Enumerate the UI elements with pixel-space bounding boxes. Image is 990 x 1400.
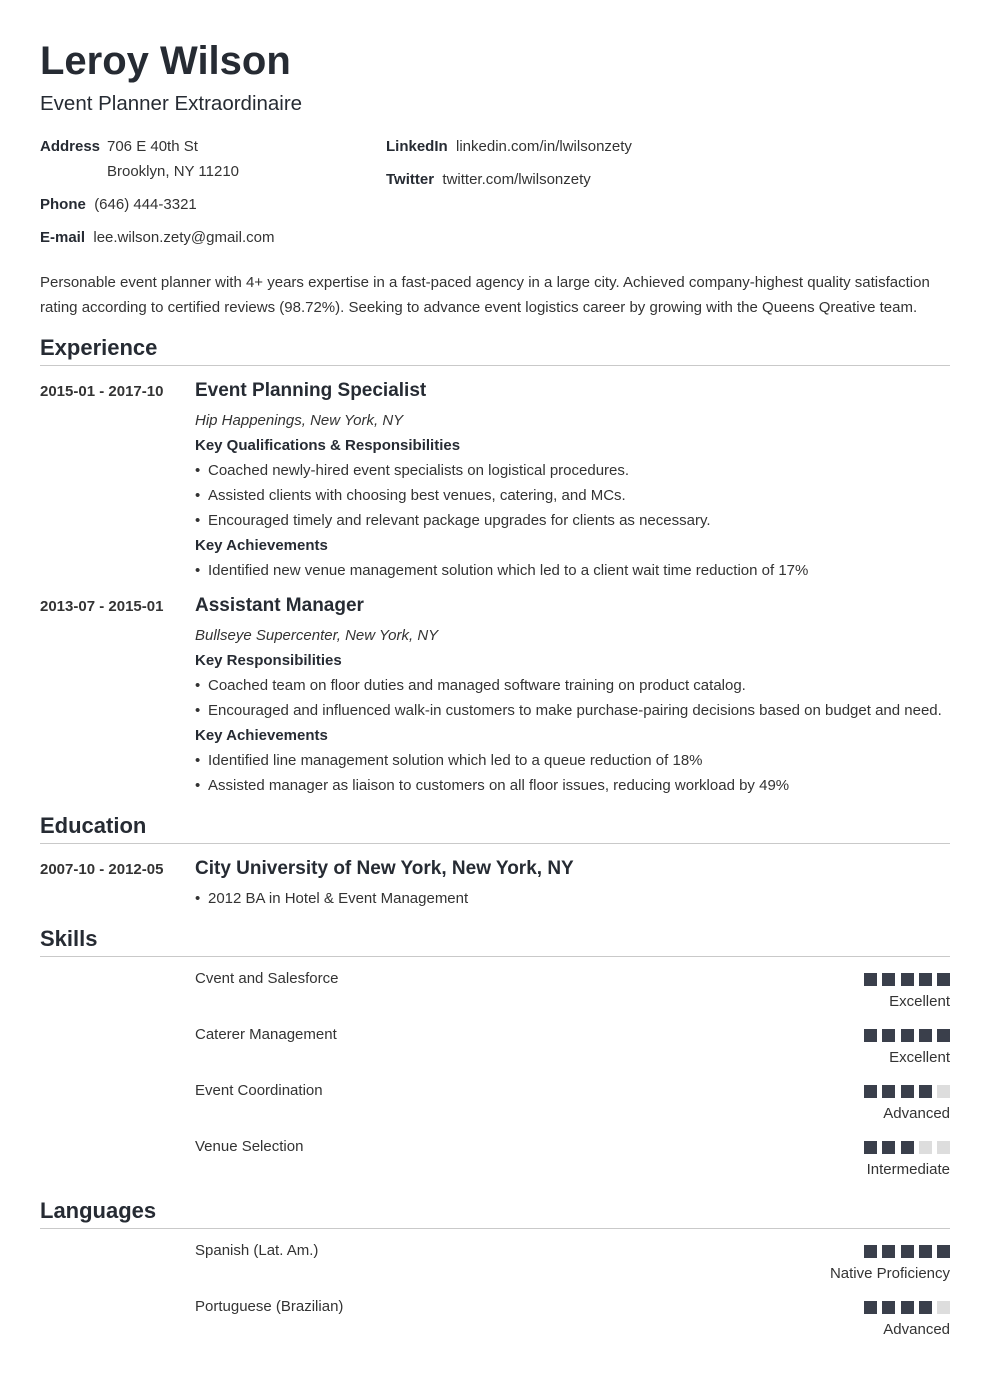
rating-square-filled <box>882 973 895 986</box>
email-label: E-mail <box>40 229 86 246</box>
rating-square-filled <box>919 1029 932 1042</box>
list-item: • Identified line management solution which led to a queue reduction of 18% <box>195 752 703 769</box>
list-item-text: Encouraged and influenced walk-in customers to make purchase-pairing decisions based on budget and need. <box>208 702 942 719</box>
rating-square-filled <box>882 1029 895 1042</box>
responsibilities-heading: Key Qualifications & Responsibilities <box>195 437 461 454</box>
address-line1 <box>107 134 198 159</box>
languages-heading: Languages <box>40 1197 950 1229</box>
rating-square-filled <box>919 973 932 986</box>
list-item-text: Identified line management solution which led to a queue reduction of 18% <box>208 752 703 769</box>
list-item: • Assisted manager as liaison to customers on all floor issues, reducing workload by 49% <box>195 777 790 794</box>
list-item-text: Coached newly-hired event specialists on logistical procedures. <box>208 462 630 479</box>
job-company: Hip Happenings, New York, NY <box>195 412 404 429</box>
language-rating-meter <box>864 1245 950 1259</box>
list-item-text: Identified new venue management solution which led to a client wait time reduction of 17% <box>208 562 809 579</box>
education-heading: Education <box>40 812 950 844</box>
school-name: City University of New York, New York, NY <box>195 858 574 879</box>
language-name: Portuguese (Brazilian) <box>195 1298 344 1315</box>
job-title: Assistant Manager <box>195 595 364 616</box>
skill-rating-meter <box>864 1085 950 1099</box>
rating-square-filled <box>919 1085 932 1098</box>
candidate-name: Leroy Wilson <box>40 39 291 83</box>
job-company: Bullseye Supercenter, New York, NY <box>195 627 439 644</box>
job-dates: 2013-07 - 2015-01 <box>40 598 164 615</box>
rating-square-filled <box>882 1141 895 1154</box>
address-row <box>40 134 100 159</box>
skill-level: Advanced <box>883 1105 950 1122</box>
linkedin-label: LinkedIn <box>386 138 448 155</box>
language-name: Spanish (Lat. Am.) <box>195 1242 319 1259</box>
job-dates: 2015-01 - 2017-10 <box>40 383 164 400</box>
education-dates: 2007-10 - 2012-05 <box>40 861 164 878</box>
twitter-link[interactable]: twitter.com/lwilsonzety <box>442 171 591 188</box>
list-item: • Assisted clients with choosing best venues, catering, and MCs. <box>195 487 626 504</box>
skill-level: Excellent <box>889 993 950 1010</box>
responsibilities-heading: Key Responsibilities <box>195 652 342 669</box>
skill-level: Excellent <box>889 1049 950 1066</box>
skill-rating-meter <box>864 973 950 987</box>
linkedin-row <box>386 134 632 159</box>
phone-row <box>40 192 197 217</box>
job-title: Event Planning Specialist <box>195 380 427 401</box>
rating-square-filled <box>919 1301 932 1314</box>
rating-square-empty <box>937 1141 950 1154</box>
rating-square-filled <box>864 1141 877 1154</box>
profile-summary: Personable event planner with 4+ years expertise in a fast-paced agency in a large city. Achieved company-highest quality satisfaction rating according to certified reviews (98.72%). Seeking to advance event logistics career by growing with the Queens Qreative team. <box>40 274 930 316</box>
rating-square-filled <box>864 1029 877 1042</box>
rating-square-filled <box>937 1029 950 1042</box>
rating-square-filled <box>901 1245 914 1258</box>
skill-name: Venue Selection <box>195 1138 304 1155</box>
list-item: • 2012 BA in Hotel & Event Management <box>195 890 469 907</box>
list-item-text: Coached team on floor duties and managed software training on product catalog. <box>208 677 746 694</box>
list-item: • Encouraged timely and relevant package upgrades for clients as necessary. <box>195 512 711 529</box>
skill-level: Intermediate <box>866 1161 950 1178</box>
list-item: • Identified new venue management solution which led to a client wait time reduction of 17% <box>195 562 809 579</box>
rating-square-filled <box>864 1301 877 1314</box>
rating-square-filled <box>882 1085 895 1098</box>
address-line2 <box>107 159 239 184</box>
twitter-label: Twitter <box>386 171 435 188</box>
rating-square-filled <box>901 1085 914 1098</box>
skill-name: Caterer Management <box>195 1026 337 1043</box>
rating-square-filled <box>901 1301 914 1314</box>
rating-square-filled <box>901 1141 914 1154</box>
twitter-row <box>386 167 591 192</box>
phone-label: Phone <box>40 196 86 213</box>
rating-square-filled <box>864 1085 877 1098</box>
list-item-text: Assisted clients with choosing best venues, catering, and MCs. <box>208 487 626 504</box>
list-item-text: 2012 BA in Hotel & Event Management <box>208 890 469 907</box>
language-level: Native Proficiency <box>829 1265 950 1282</box>
list-item: • Coached newly-hired event specialists on logistical procedures. <box>195 462 630 479</box>
skill-name: Event Coordination <box>195 1082 323 1099</box>
rating-square-filled <box>919 1245 932 1258</box>
rating-square-filled <box>937 1245 950 1258</box>
address-line1-value: 706 E 40th St <box>107 138 198 155</box>
candidate-headline: Event Planner Extraordinaire <box>40 92 303 115</box>
rating-square-filled <box>864 1245 877 1258</box>
email-value[interactable]: lee.wilson.zety@gmail.com <box>93 229 275 246</box>
rating-square-empty <box>937 1085 950 1098</box>
email-row <box>40 225 274 250</box>
rating-square-filled <box>937 973 950 986</box>
achievements-heading: Key Achievements <box>195 537 328 554</box>
rating-square-filled <box>864 973 877 986</box>
rating-square-empty <box>937 1301 950 1314</box>
rating-square-empty <box>919 1141 932 1154</box>
skill-name: Cvent and Salesforce <box>195 970 339 987</box>
phone-value: (646) 444-3321 <box>94 196 197 213</box>
skills-heading: Skills <box>40 925 950 957</box>
skill-rating-meter <box>864 1141 950 1155</box>
rating-square-filled <box>901 1029 914 1042</box>
list-item: • Coached team on floor duties and managed software training on product catalog. <box>195 677 746 694</box>
rating-square-filled <box>901 973 914 986</box>
skill-rating-meter <box>864 1029 950 1043</box>
address-line2-value: Brooklyn, NY 11210 <box>107 163 240 180</box>
list-item-text: Assisted manager as liaison to customers on all floor issues, reducing workload by 49% <box>208 777 790 794</box>
list-item-text: Encouraged timely and relevant package upgrades for clients as necessary. <box>208 512 711 529</box>
linkedin-link[interactable]: linkedin.com/in/lwilsonzety <box>456 138 632 155</box>
list-item: • Encouraged and influenced walk-in customers to make purchase-pairing decisions based on budget and need. <box>195 702 942 719</box>
achievements-heading: Key Achievements <box>195 727 328 744</box>
experience-heading: Experience <box>40 334 950 366</box>
language-level: Advanced <box>883 1321 950 1338</box>
rating-square-filled <box>882 1245 895 1258</box>
address-label: Address <box>40 138 101 155</box>
rating-square-filled <box>882 1301 895 1314</box>
language-rating-meter <box>864 1301 950 1315</box>
